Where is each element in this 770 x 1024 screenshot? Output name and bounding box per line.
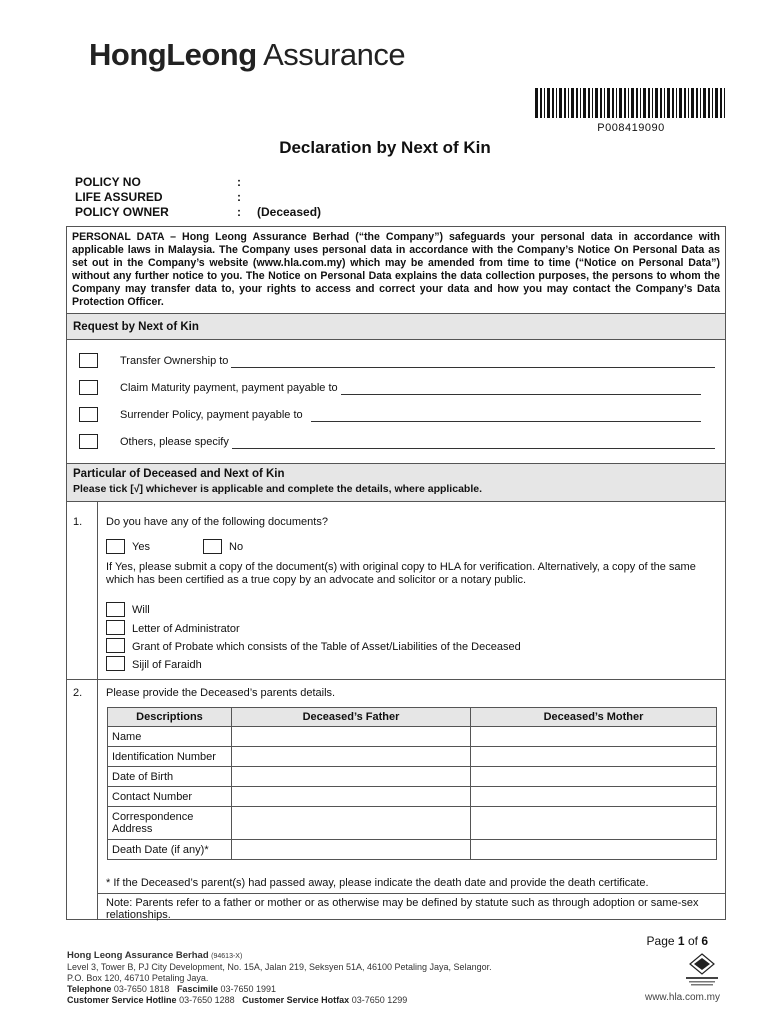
barcode-bar <box>640 88 641 118</box>
option-claim-maturity <box>79 375 715 395</box>
barcode-bar <box>688 88 689 118</box>
barcode-bar <box>556 88 557 118</box>
policy-owner-row <box>75 205 321 220</box>
q1-question: Do you have any of the following documents? <box>106 516 328 528</box>
barcode-bar <box>672 88 674 118</box>
barcode-icon <box>535 88 727 118</box>
surrender-policy-checkbox[interactable] <box>79 407 98 422</box>
barcode-bar <box>559 88 562 118</box>
mother-address-cell[interactable] <box>471 807 717 840</box>
barcode-bar <box>607 88 610 118</box>
note-divider <box>97 893 725 894</box>
father-id-cell[interactable] <box>232 747 471 767</box>
policy-owner-value: (Deceased) <box>257 205 322 219</box>
barcode-bar <box>568 88 569 118</box>
barcode-bar <box>712 88 713 118</box>
footer-website: www.hla.com.my <box>644 992 720 1003</box>
option-others <box>79 429 715 449</box>
barcode-bar <box>600 88 602 118</box>
surrender-policy-field[interactable] <box>311 410 701 422</box>
option-label: Transfer Ownership to <box>120 355 229 367</box>
row-label-date-of-birth: Date of Birth <box>108 767 232 787</box>
q2-number: 2. <box>73 687 83 699</box>
barcode-bar <box>655 88 658 118</box>
father-contact-cell[interactable] <box>232 787 471 807</box>
barcode-bar <box>631 88 634 118</box>
item-divider <box>67 679 725 680</box>
table-row <box>108 727 717 747</box>
barcode-bar <box>715 88 718 118</box>
death-date-footnote: * If the Deceased’s parent(s) had passed away, please indicate the death date and provide the death certificate. <box>106 877 649 889</box>
barcode-bar <box>619 88 622 118</box>
barcode-bar <box>544 88 545 118</box>
particulars-items <box>67 501 725 919</box>
barcode-bar <box>643 88 646 118</box>
barcode-bar <box>720 88 722 118</box>
footer-service-line: Customer Service Hotline 03-7650 1288 Customer Service Hotfax 03-7650 1299 <box>67 995 408 1005</box>
barcode-bar <box>571 88 574 118</box>
no-checkbox[interactable] <box>203 539 222 554</box>
barcode-bar <box>624 88 626 118</box>
option-label: Others, please specify <box>120 436 229 448</box>
table-row <box>108 840 717 860</box>
particulars-section-heading <box>67 464 725 502</box>
page-number: Page 1 of 6 <box>646 934 708 948</box>
barcode-bar <box>708 88 710 118</box>
barcode-bar <box>696 88 698 118</box>
barcode-bar <box>724 88 725 118</box>
barcode-bar <box>676 88 677 118</box>
barcode-bar <box>576 88 578 118</box>
option-surrender-policy <box>79 402 715 422</box>
barcode-bar <box>547 88 550 118</box>
no-label: No <box>229 541 244 553</box>
barcode-bar <box>564 88 566 118</box>
particulars-title: Particular of Deceased and Next of Kin <box>73 468 285 480</box>
q2-question: Please provide the Deceased’s parents details. <box>106 687 336 699</box>
option-label: Surrender Policy, payment payable to <box>120 409 303 421</box>
barcode-bar <box>552 88 554 118</box>
option-label: Claim Maturity payment, payment payable to <box>120 382 338 394</box>
doc-label-grant-of-probate: Grant of Probate which consists of the Table of Asset/Liabilities of the Deceased <box>132 641 521 653</box>
particulars-instruction: Please tick [√] whichever is applicable and complete the details, where applicable. <box>73 483 482 495</box>
footer-address-line2: P.O. Box 120, 46710 Petaling Jaya. <box>67 973 209 983</box>
barcode-bar <box>540 88 542 118</box>
claim-maturity-field[interactable] <box>341 383 701 395</box>
others-checkbox[interactable] <box>79 434 98 449</box>
row-label-death-date: Death Date (if any)* <box>108 840 232 860</box>
policy-no-label: POLICY NO <box>75 175 141 189</box>
logo-text: HongLeong Assurance <box>89 37 406 72</box>
barcode-bar <box>583 88 586 118</box>
parents-details-table <box>107 707 717 860</box>
father-dob-cell[interactable] <box>232 767 471 787</box>
barcode-bar <box>648 88 650 118</box>
yes-label: Yes <box>132 541 150 553</box>
transfer-ownership-checkbox[interactable] <box>79 353 98 368</box>
footer-company: Hong Leong Assurance Berhad (94613-X) <box>67 950 243 961</box>
form-box <box>66 226 726 920</box>
option-transfer-ownership <box>79 348 715 368</box>
barcode-number: P008419090 <box>597 122 665 134</box>
father-address-cell[interactable] <box>232 807 471 840</box>
barcode-bar <box>636 88 638 118</box>
row-label-correspondence-address: Correspondence Address <box>108 807 232 840</box>
mother-contact-cell[interactable] <box>471 787 717 807</box>
doc-label-sijil-of-faraidh: Sijil of Faraidh <box>132 659 202 671</box>
yes-checkbox[interactable] <box>106 539 125 554</box>
table-row <box>108 787 717 807</box>
footer-phone-line: Telephone 03-7650 1818 Fascimile 03-7650 1991 <box>67 984 277 994</box>
header-descriptions: Descriptions <box>108 708 232 727</box>
transfer-ownership-field[interactable] <box>231 356 715 368</box>
barcode-bar <box>595 88 598 118</box>
row-label-identification-number: Identification Number <box>108 747 232 767</box>
life-assured-row <box>75 190 321 205</box>
table-row <box>108 807 717 840</box>
table-header-row <box>108 708 717 727</box>
q1-instruction: If Yes, please submit a copy of the document(s) with original copy to HLA for verification. Alternatively, a copy of the same which has been certified as a true copy by an advocate and solicitor or a notary public. <box>106 561 696 586</box>
letter-of-administrator-checkbox[interactable] <box>106 620 125 635</box>
page-footer <box>67 950 492 1006</box>
personal-data-notice: PERSONAL DATA – Hong Leong Assurance Berhad (“the Company”) safeguards your personal data in accordance with applicable laws in Malaysia. The Company uses personal data in accordance with the Company’s Notice On Personal Data as set out in the Company’s website (www.hla.com.my) which may be amended from time to time (“Notice on Personal Data”) without any further notice to you. The Notice on Personal Data explains the data collection purposes, the persons to whom the Company may transfer data to, your rights to access and correct your data and how you may contact the Company’s Data Protection Officer. <box>67 227 725 314</box>
barcode-bar <box>667 88 670 118</box>
header-deceased-father: Deceased’s Father <box>232 708 471 727</box>
quality-system-seal-icon <box>683 952 721 988</box>
will-checkbox[interactable] <box>106 602 125 617</box>
doc-label-letter-of-administrator: Letter of Administrator <box>132 623 240 635</box>
mother-dob-cell[interactable] <box>471 767 717 787</box>
barcode-bar <box>628 88 629 118</box>
barcode-bar <box>604 88 605 118</box>
table-row <box>108 767 717 787</box>
footer-address-line1: Level 3, Tower B, PJ City Development, No. 15A, Jalan 219, Seksyen 51A, 46100 Petaling Jaya, Selangor. <box>67 962 492 972</box>
mother-death-date-cell[interactable] <box>471 840 717 860</box>
table-row <box>108 747 717 767</box>
barcode-bar <box>703 88 706 118</box>
page-title: Declaration by Next of Kin <box>279 138 491 157</box>
father-death-date-cell[interactable] <box>232 840 471 860</box>
barcode-bar <box>588 88 590 118</box>
colon: : <box>237 175 241 189</box>
header-deceased-mother: Deceased’s Mother <box>471 708 717 727</box>
barcode-bar <box>580 88 581 118</box>
parents-note: Note: Parents refer to a father or mother or as otherwise may be defined by statute such as through adoption or same-sex relationships. <box>106 897 699 921</box>
barcode-bar <box>535 88 538 118</box>
grant-of-probate-checkbox[interactable] <box>106 638 125 653</box>
row-label-contact-number: Contact Number <box>108 787 232 807</box>
colon: : <box>237 190 241 204</box>
mother-name-cell[interactable] <box>471 727 717 747</box>
number-column-divider <box>97 501 98 919</box>
life-assured-label: LIFE ASSURED <box>75 190 163 204</box>
barcode-bar <box>660 88 662 118</box>
request-options <box>67 340 725 464</box>
q1-number: 1. <box>73 516 83 528</box>
barcode-bar <box>684 88 686 118</box>
mother-id-cell[interactable] <box>471 747 717 767</box>
doc-label-will: Will <box>132 604 150 616</box>
others-field[interactable] <box>232 437 715 449</box>
sijil-of-faraidh-checkbox[interactable] <box>106 656 125 671</box>
claim-maturity-checkbox[interactable] <box>79 380 98 395</box>
request-section-heading: Request by Next of Kin <box>67 314 725 340</box>
barcode-bar <box>612 88 614 118</box>
policy-owner-label: POLICY OWNER <box>75 205 169 219</box>
policy-meta <box>75 175 321 220</box>
father-name-cell[interactable] <box>232 727 471 747</box>
barcode-bar <box>679 88 682 118</box>
barcode-bar <box>664 88 665 118</box>
barcode-bar <box>592 88 593 118</box>
barcode-bar <box>616 88 617 118</box>
policy-no-row <box>75 175 321 190</box>
company-logo <box>85 30 406 80</box>
colon: : <box>237 205 241 219</box>
barcode-bar <box>700 88 701 118</box>
row-label-name: Name <box>108 727 232 747</box>
barcode-bar <box>691 88 694 118</box>
barcode-bar <box>652 88 653 118</box>
